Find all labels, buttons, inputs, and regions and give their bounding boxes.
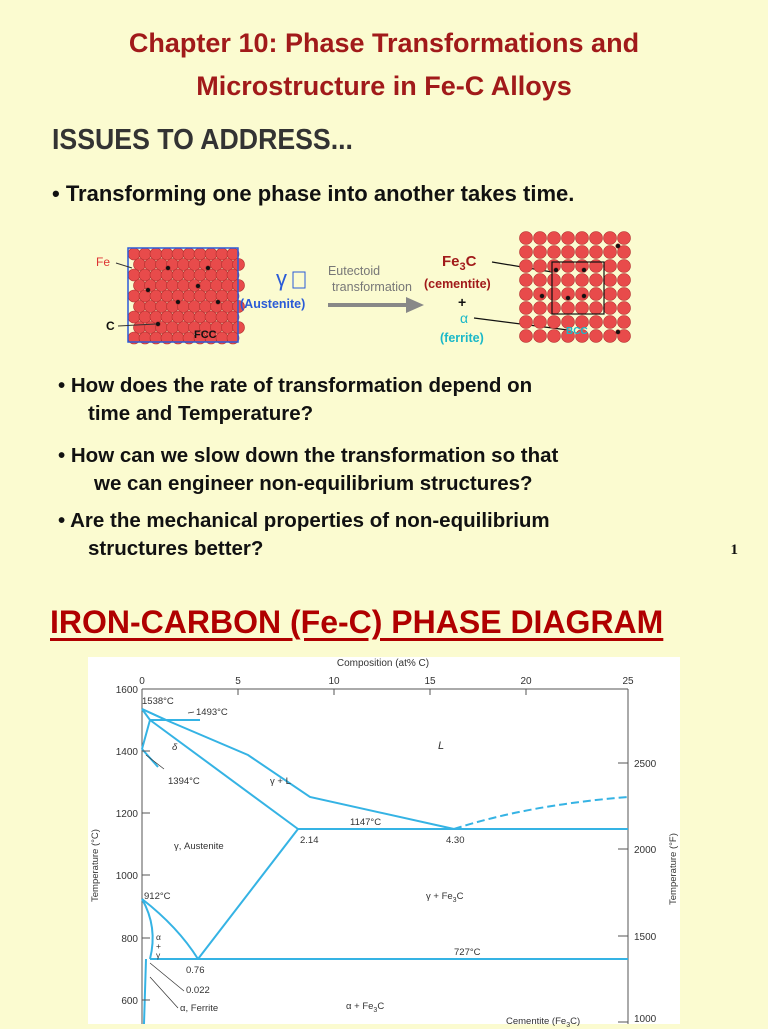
top-tick-5: 5 [235, 676, 241, 687]
fe-atom [520, 232, 533, 245]
top-tick-15: 15 [424, 676, 436, 687]
fe-atom [520, 316, 533, 329]
slide-2-title: IRON-CARBON (Fe-C) PHASE DIAGRAM [50, 604, 664, 640]
label-1394: 1394°C [168, 776, 200, 787]
fe-atom [618, 288, 631, 301]
fe-atom [590, 288, 603, 301]
bcc-label: BCC [566, 326, 588, 337]
fe-atom [211, 280, 223, 292]
label-1538: 1538°C [142, 696, 174, 707]
fe-label: Fe [96, 255, 111, 269]
question-3 [58, 507, 550, 563]
fcc-lattice [128, 248, 245, 344]
fe-atom [227, 269, 239, 281]
carbon-atom [616, 244, 621, 249]
left-tick-1200: 1200 [115, 809, 138, 820]
left-axis-title: Temperature (°C) [90, 829, 101, 902]
fe-atom [200, 280, 212, 292]
fe-atom [183, 290, 195, 302]
cementite-label: (cementite) [424, 277, 491, 291]
fe-atom [128, 311, 140, 323]
fe-atom [590, 274, 603, 287]
right-tick-1000: 1000 [634, 1014, 657, 1025]
fe-atom [134, 301, 146, 313]
fe-atom [222, 280, 234, 292]
fe-atom [156, 280, 168, 292]
right-tick-2000: 2000 [634, 845, 657, 856]
question-3-line-1: • Are the mechanical properties of non-equilibrium [58, 509, 550, 532]
fe-atom [183, 311, 195, 323]
fe-atom [520, 260, 533, 273]
fe-pointer [116, 263, 132, 268]
arrow-head [406, 297, 424, 313]
top-ticks [139, 676, 634, 687]
fe-atom [139, 269, 151, 281]
fe-atom [161, 248, 173, 260]
fe-atom [161, 311, 173, 323]
arrow-label-1: Eutectoid [327, 264, 381, 278]
phase-diagram-svg [88, 657, 680, 1029]
label-4-30: 4.30 [446, 835, 465, 846]
fe-atom [189, 301, 201, 313]
fe-atom [172, 248, 184, 260]
carbon-atom [616, 330, 621, 335]
left-tick-600: 600 [121, 996, 138, 1007]
fe-atom [618, 232, 631, 245]
slide-2 [0, 580, 768, 1029]
fe-atom [548, 232, 561, 245]
fe-atom [134, 280, 146, 292]
fe-atom [145, 322, 157, 334]
carbon-atom [582, 268, 587, 273]
fe-atom [128, 248, 140, 260]
fe-atom [590, 330, 603, 343]
fe-atom [194, 311, 206, 323]
fe-atom [590, 316, 603, 329]
fe-atom [590, 232, 603, 245]
fe-atom [520, 302, 533, 315]
label-1147: 1147°C [350, 817, 382, 828]
label-727: 727°C [454, 947, 481, 958]
fe-atom [145, 301, 157, 313]
label-alpha-fe3c: $\alpha + Fe_3C$ [346, 1001, 385, 1014]
fe-atom [189, 259, 201, 271]
title-line-2: Microstructure in Fe-C Alloys [196, 71, 572, 101]
region-labels [142, 696, 580, 1029]
fe-atom [205, 311, 217, 323]
fe-atom [161, 290, 173, 302]
fe-atom [222, 259, 234, 271]
title-line-1: Chapter 10: Phase Transformations and [128, 28, 640, 58]
fe-atom [576, 246, 589, 259]
phase-boundaries [142, 689, 628, 1024]
top-tick-0: 0 [139, 676, 145, 687]
fe-atom [562, 232, 575, 245]
carbon-atom [166, 266, 171, 271]
slide-1-title [0, 22, 768, 108]
fe-atom [222, 322, 234, 334]
fe-atom [172, 311, 184, 323]
fe-atom [178, 259, 190, 271]
issues-heading: ISSUES TO ADDRESS... [52, 124, 353, 156]
fe-atom [205, 269, 217, 281]
fcc-label: FCC [194, 329, 217, 341]
fe-atom [548, 246, 561, 259]
label-2-14: 2.14 [300, 835, 319, 846]
fe-atom [618, 302, 631, 315]
fe-atom [520, 246, 533, 259]
missing-glyph-box [293, 272, 305, 288]
label-alpha-ferrite: α, Ferrite [180, 1003, 219, 1014]
fe-atom [150, 290, 162, 302]
fe-atom [194, 290, 206, 302]
fe-atom [576, 274, 589, 287]
gamma-symbol: γ [276, 266, 287, 291]
fe-atom [150, 269, 162, 281]
austenite-label: (Austenite) [240, 297, 306, 311]
carbon-atom [216, 300, 221, 305]
fe-atom [216, 311, 228, 323]
fe-atom [145, 259, 157, 271]
c-label: C [106, 319, 115, 333]
fe3c-label: $Fe_3C$ [442, 253, 477, 273]
arrow-label-2: transformation [332, 280, 412, 294]
main-bullet: • Transforming one phase into another takes time. [52, 181, 575, 206]
top-tick-25: 25 [622, 676, 634, 687]
carbon-atom [582, 294, 587, 299]
phase-diagram [88, 657, 680, 1029]
question-2-line-1: • How can we slow down the transformation so that [58, 444, 559, 467]
top-tick-10: 10 [328, 676, 340, 687]
fe-atom [534, 246, 547, 259]
carbon-atom [146, 288, 151, 293]
plus-sign: + [458, 294, 467, 310]
fe-atom [134, 259, 146, 271]
axis-ticks [142, 689, 628, 1022]
label-912: 912°C [144, 891, 171, 902]
label-cementite: Cementite $(Fe_3C)$ [506, 1016, 581, 1029]
fe-atom [534, 330, 547, 343]
fe-atom [534, 232, 547, 245]
question-1-line-2: time and Temperature? [88, 402, 314, 425]
fe-atom [590, 302, 603, 315]
right-axis-title: Temperature (°F) [668, 833, 679, 905]
question-2-line-2: we can engineer non-equilibrium structures? [94, 472, 533, 495]
fe-atom [534, 302, 547, 315]
fe-atom [227, 311, 239, 323]
fe-atom [604, 302, 617, 315]
fe-atom [548, 274, 561, 287]
fe-atom [604, 330, 617, 343]
fe-atom [548, 288, 561, 301]
label-L: L [438, 740, 445, 752]
fe-atom [534, 274, 547, 287]
right-tick-2500: 2500 [634, 759, 657, 770]
fe-atom [178, 322, 190, 334]
question-1 [58, 372, 532, 428]
fe-atom [618, 260, 631, 273]
fe-atom [150, 311, 162, 323]
fe-atom [222, 301, 234, 313]
label-alpha-plus: + [156, 941, 161, 951]
fe-atom [618, 316, 631, 329]
carbon-atom [206, 266, 211, 271]
fe-atom [604, 316, 617, 329]
fe-atom [604, 260, 617, 273]
fe-atom [562, 302, 575, 315]
carbon-atom [566, 296, 571, 301]
left-tick-1600: 1600 [115, 685, 138, 696]
label-0-022: 0.022 [186, 985, 210, 996]
top-axis-title: Composition (at% C) [336, 658, 430, 669]
carbon-atom [554, 268, 559, 273]
page-number: 1 [730, 542, 738, 558]
fe-atom [128, 290, 140, 302]
fe-atom [590, 246, 603, 259]
fe-atom [139, 311, 151, 323]
fe-atom [150, 248, 162, 260]
carbon-atom [196, 284, 201, 289]
fe-atom [211, 259, 223, 271]
left-ticks [116, 685, 139, 1007]
ferrite-label: (ferrite) [440, 331, 484, 345]
left-tick-1000: 1000 [115, 871, 138, 882]
label-delta: δ [172, 742, 178, 753]
fe-atom [562, 274, 575, 287]
carbon-atom [176, 300, 181, 305]
fe-atom [167, 280, 179, 292]
fe-atom [128, 269, 140, 281]
fe-atom [548, 330, 561, 343]
fe-atom [604, 246, 617, 259]
fe-atom [183, 248, 195, 260]
fe-atom [205, 248, 217, 260]
fe-atom [520, 330, 533, 343]
fe-atom [194, 269, 206, 281]
label-gamma-fe3c: $\gamma + Fe_3C$ [426, 891, 464, 904]
fe-atom [576, 288, 589, 301]
fe-atom [216, 269, 228, 281]
fe-atom [534, 260, 547, 273]
right-ticks [634, 759, 657, 1025]
question-2 [58, 442, 558, 498]
left-tick-1400: 1400 [115, 747, 138, 758]
fe-atom [576, 302, 589, 315]
fe-atom [534, 288, 547, 301]
fe-atom [194, 248, 206, 260]
fe-atom [520, 288, 533, 301]
label-alpha-a: α [156, 932, 161, 942]
label-gamma-L: γ + L [270, 776, 291, 787]
fe-atom [139, 248, 151, 260]
left-tick-800: 800 [121, 934, 138, 945]
fe-atom [604, 288, 617, 301]
fe-atom [167, 322, 179, 334]
alpha-symbol: α [460, 310, 469, 326]
fe-atom [172, 269, 184, 281]
fe-atom [618, 274, 631, 287]
right-tick-1500: 1500 [634, 932, 657, 943]
label-1493: 1493°C [196, 707, 228, 718]
fe-atom [161, 269, 173, 281]
label-0-76: 0.76 [186, 965, 205, 976]
fe-atom [576, 232, 589, 245]
fe-atom [604, 232, 617, 245]
fe-atom [562, 246, 575, 259]
fe-atom [183, 269, 195, 281]
label-austenite: γ, Austenite [174, 841, 224, 852]
fe-atom [205, 290, 217, 302]
fe-atom [548, 302, 561, 315]
label-alpha-g: γ [156, 950, 161, 960]
fe-atom [178, 280, 190, 292]
fe-atom [227, 290, 239, 302]
top-tick-20: 20 [520, 676, 532, 687]
carbon-atom [540, 294, 545, 299]
fe-atom [548, 316, 561, 329]
fe-atom [156, 301, 168, 313]
fe-atom [200, 301, 212, 313]
fe-atom [227, 248, 239, 260]
question-1-line-1: • How does the rate of transformation depend on [58, 374, 533, 397]
carbon-atom [156, 322, 161, 327]
fe-atom [534, 316, 547, 329]
fe-atom [520, 274, 533, 287]
fe-atom [134, 322, 146, 334]
fe-atom [604, 274, 617, 287]
question-3-line-2: structures better? [88, 537, 264, 560]
transformation-figure [90, 226, 650, 356]
fe-atom [216, 248, 228, 260]
